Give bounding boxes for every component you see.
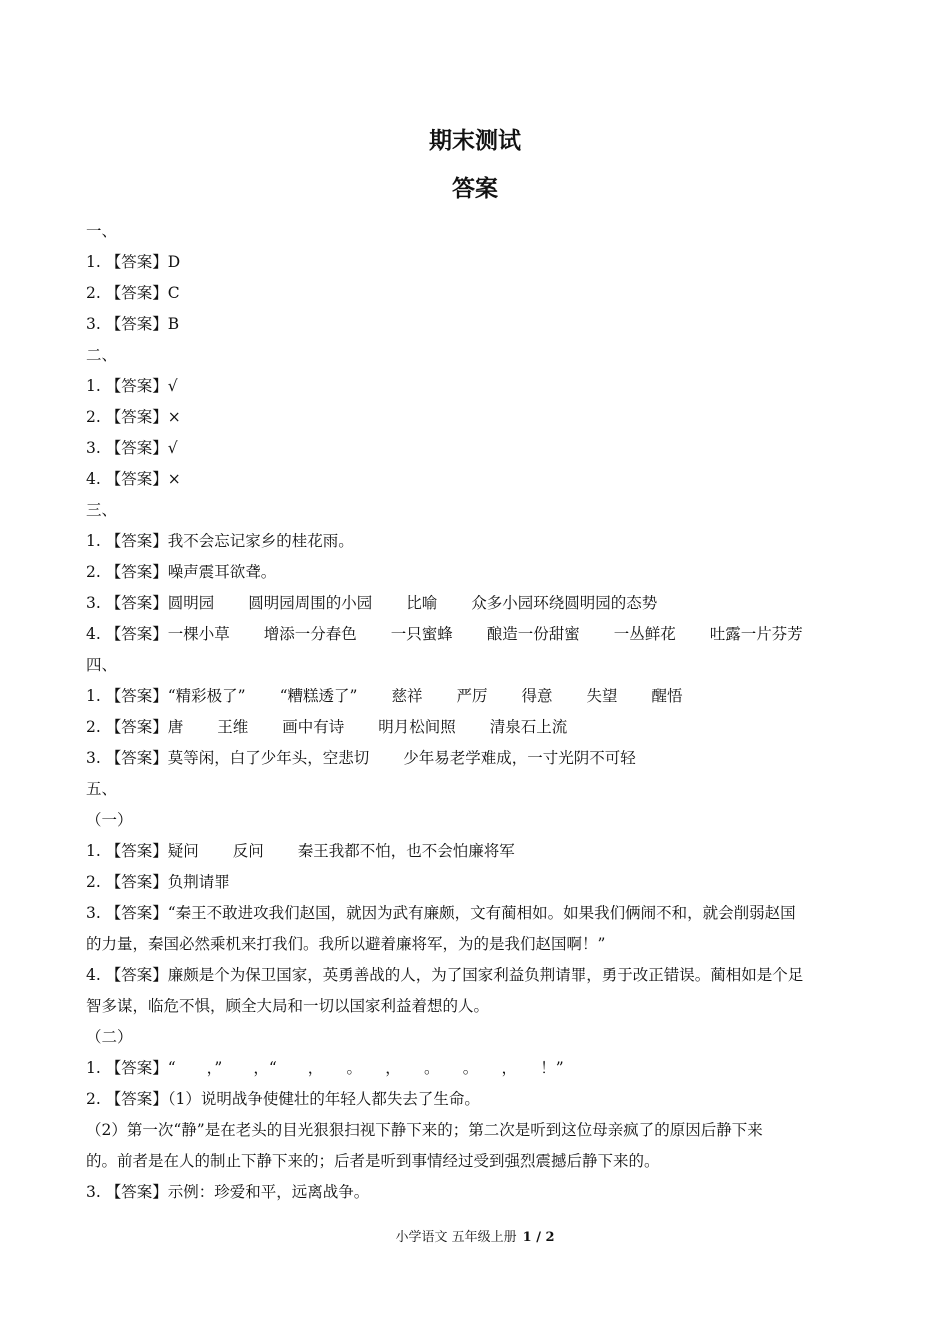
answer-segment: 比喻 — [406, 594, 438, 612]
answer-line: 2. 【答案】（1）说明战争使健壮的年轻人都失去了生命。 — [86, 1090, 480, 1108]
answer-line: 1. 【答案】D — [86, 253, 181, 271]
answer-segment: 4. 【答案】一棵小草 — [86, 625, 230, 643]
answer-segment: 3. 【答案】圆明园 — [86, 594, 215, 612]
answer-segment: 秦王我都不怕，也不会怕廉将军 — [297, 842, 515, 860]
answer-segment: 画中有诗 — [282, 718, 345, 736]
answer-segment: 失望 — [586, 687, 618, 705]
answer-line: 的。前者是在人的制止下静下来的；后者是听到事情经过受到强烈震撼后静下来的。 — [86, 1152, 660, 1170]
answer-segment: 反问 — [232, 842, 264, 860]
answer-line: 三、 — [86, 501, 118, 519]
answer-line: 3. 【答案】B — [86, 315, 180, 333]
answer-segment: 酿造一份甜蜜 — [486, 625, 580, 643]
answer-line: （二） — [86, 1028, 133, 1046]
answer-line — [86, 588, 866, 619]
page-subtitle: 答案 — [452, 176, 498, 202]
answer-line: 1. 【答案】√ — [86, 377, 178, 395]
answer-line — [86, 743, 866, 774]
answer-segment: 1. 【答案】“精彩极了” — [86, 687, 246, 705]
answer-segment: 一只蜜蜂 — [390, 625, 453, 643]
answer-line: 2. 【答案】× — [86, 408, 181, 426]
answer-line: 2. 【答案】C — [86, 284, 180, 302]
answer-segment: 增添一分春色 — [263, 625, 357, 643]
answer-line: （2）第一次“静”是在老头的目光狠狠扫视下静下来的；第二次是听到这位母亲疯了的原因后静下来 — [86, 1121, 763, 1139]
answer-line: （一） — [86, 811, 133, 829]
answer-segment: 2. 【答案】唐 — [86, 718, 184, 736]
answer-segment: 众多小园环绕圆明园的态势 — [471, 594, 658, 612]
answer-segment: 得意 — [521, 687, 553, 705]
answer-segment: 少年易老学难成，一寸光阴不可轻 — [403, 749, 636, 767]
page-footer — [0, 1228, 950, 1248]
answer-line: 2. 【答案】负荆请罪 — [86, 873, 230, 891]
answer-segment: 严厉 — [456, 687, 488, 705]
answer-line — [86, 836, 866, 867]
page-title: 期末测试 — [429, 128, 521, 154]
answer-segment: 3. 【答案】莫等闲，白了少年头，空悲切 — [86, 749, 370, 767]
answer-line: 四、 — [86, 656, 118, 674]
answer-segment: 醒悟 — [651, 687, 683, 705]
answer-segment: 清泉石上流 — [489, 718, 568, 736]
answer-line: 1. 【答案】“ ，” ，“ ， 。 ， 。 。 ， ！” — [86, 1059, 564, 1077]
answer-segment: 明月松间照 — [378, 718, 456, 736]
answer-list — [86, 216, 866, 1208]
answer-segment: 慈祥 — [391, 687, 423, 705]
answer-line: 2. 【答案】噪声震耳欲聋。 — [86, 563, 277, 581]
footer-subject: 小学语文 五年级上册 — [395, 1230, 517, 1245]
answer-line: 1. 【答案】我不会忘记家乡的桂花雨。 — [86, 532, 354, 550]
answer-line: 3. 【答案】√ — [86, 439, 178, 457]
answer-segment: “糟糕透了” — [279, 687, 358, 705]
answer-line: 3. 【答案】“秦王不敢进攻我们赵国，就因为武有廉颇，文有蔺相如。如果我们俩闹不和，就会削弱赵国 — [86, 904, 796, 922]
answer-line: 五、 — [86, 780, 118, 798]
answer-line: 4. 【答案】廉颇是个为保卫国家，英勇善战的人，为了国家利益负荆请罪，勇于改正错误。蔺相如是个足 — [86, 966, 804, 984]
answer-line: 3. 【答案】示例：珍爱和平，远离战争。 — [86, 1183, 370, 1201]
answer-line: 的力量，秦国必然乘机来打我们。我所以避着廉将军，为的是我们赵国啊！” — [86, 935, 606, 953]
answer-segment: 吐露一片芬芳 — [709, 625, 803, 643]
answer-segment: 圆明园周围的小园 — [248, 594, 373, 612]
answer-line — [86, 712, 866, 743]
answer-segment: 1. 【答案】疑问 — [86, 842, 199, 860]
answer-line: 二、 — [86, 346, 118, 364]
answer-line — [86, 681, 866, 712]
answer-segment: 王维 — [217, 718, 249, 736]
page-number: 1 / 2 — [522, 1230, 555, 1245]
answer-line: 智多谋，临危不惧，顾全大局和一切以国家利益着想的人。 — [86, 997, 490, 1015]
answer-line: 一、 — [86, 222, 118, 240]
answer-segment: 一丛鲜花 — [613, 625, 676, 643]
answer-line — [86, 619, 866, 650]
answer-line: 4. 【答案】× — [86, 470, 181, 488]
